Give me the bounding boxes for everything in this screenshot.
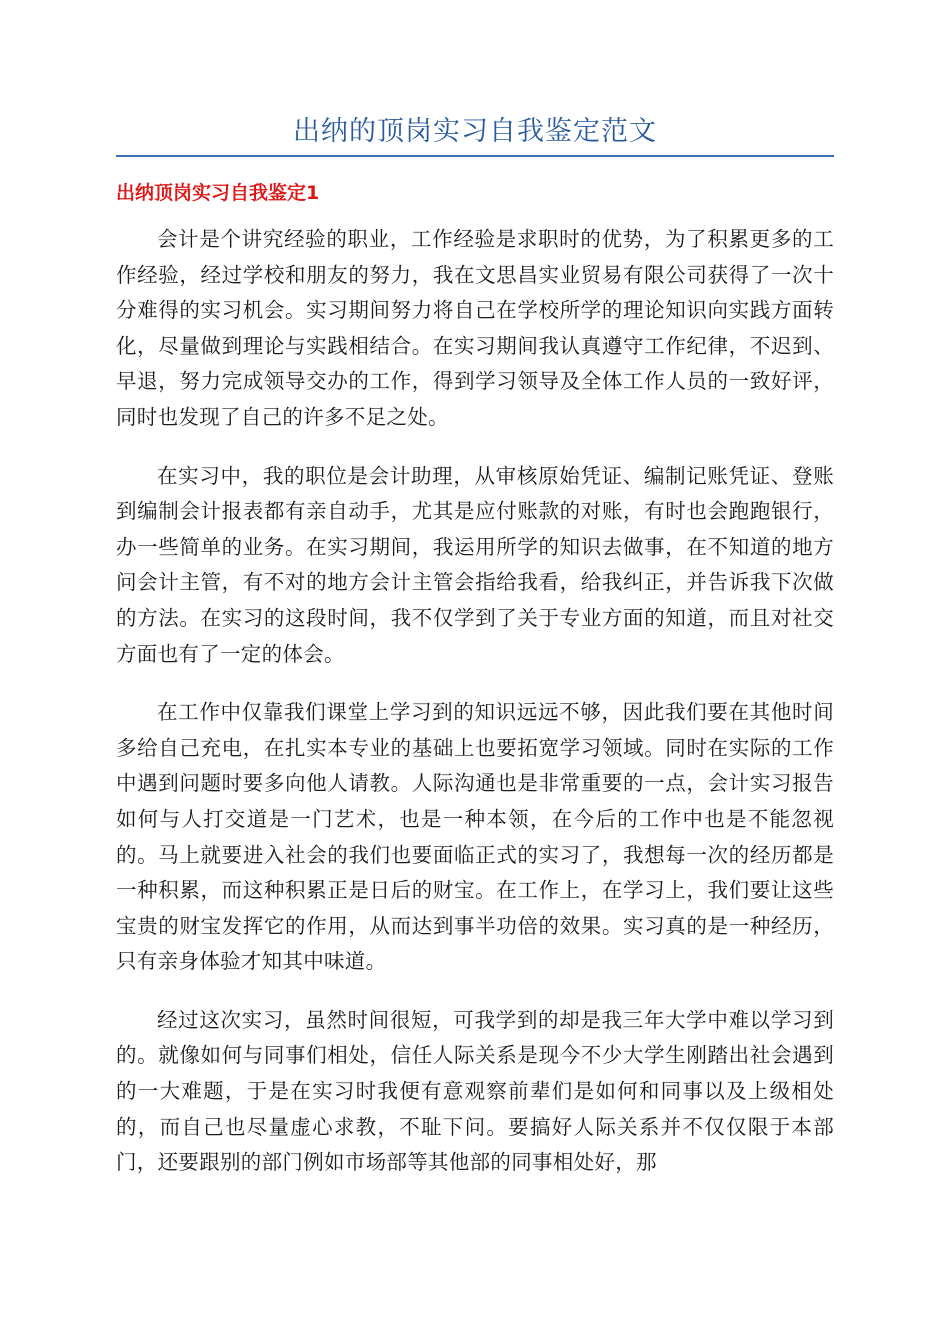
document-title: 出纳的顶岗实习自我鉴定范文 (293, 116, 657, 147)
title-underline (116, 155, 834, 157)
paragraph-1: 会计是个讲究经验的职业，工作经验是求职时的优势，为了积累更多的工作经验，经过学校和朋友的努力，我在文思昌实业贸易有限公司获得了一次十分难得的实习机会。实习期间努力将自己在学校所学的理论知识向实践方面转化，尽量做到理论与实践相结合。在实习期间我认真遵守工作纪律，不迟到、早退，努力完成领导交办的工作，得到学习领导及全体工作人员的一致好评，同时也发现了自己的许多不足之处。 (116, 227, 834, 429)
paragraph-3: 在工作中仅靠我们课堂上学习到的知识远远不够，因此我们要在其他时间多给自己充电，在扎实本专业的基础上也要拓宽学习领域。同时在实际的工作中遇到问题时要多向他人请教。人际沟通也是非常重要的一点，会计实习报告如何与人打交道是一门艺术，也是一种本领，在今后的工作中也是不能忽视的。马上就要进入社会的我们也要面临正式的实习了，我想每一次的经历都是一种积累，而这种积累正是日后的财宝。在工作上，在学习上，我们要让这些宝贵的财宝发挥它的作用，从而达到事半功倍的效果。实习真的是一种经历，只有亲身体验才知其中味道。 (116, 700, 834, 974)
paragraph-2: 在实习中，我的职位是会计助理，从审核原始凭证、编制记账凭证、登账到编制会计报表都有亲自动手，尤其是应付账款的对账，有时也会跑跑银行，办一些简单的业务。在实习期间，我运用所学的知识去做事，在不知道的地方问会计主管，有不对的地方会计主管会指给我看，给我纠正，并告诉我下次做的方法。在实习的这段时间，我不仅学到了关于专业方面的知道，而且对社交方面也有了一定的体会。 (116, 463, 834, 666)
paragraph-4: 经过这次实习，虽然时间很短，可我学到的却是我三年大学中难以学习到的。就像如何与同事们相处，信任人际关系是现今不少大学生刚踏出社会遇到的一大难题，于是在实习时我便有意观察前辈们是如何和同事以及上级相处的，而自己也尽量虚心求教，不耻下问。要搞好人际关系并不仅仅限于本部门，还要跟别的部门例如市场部等其他部的同事相处好，那 (116, 1007, 834, 1175)
body-text (116, 222, 834, 1204)
section-heading: 出纳顶岗实习自我鉴定1 (116, 182, 320, 204)
